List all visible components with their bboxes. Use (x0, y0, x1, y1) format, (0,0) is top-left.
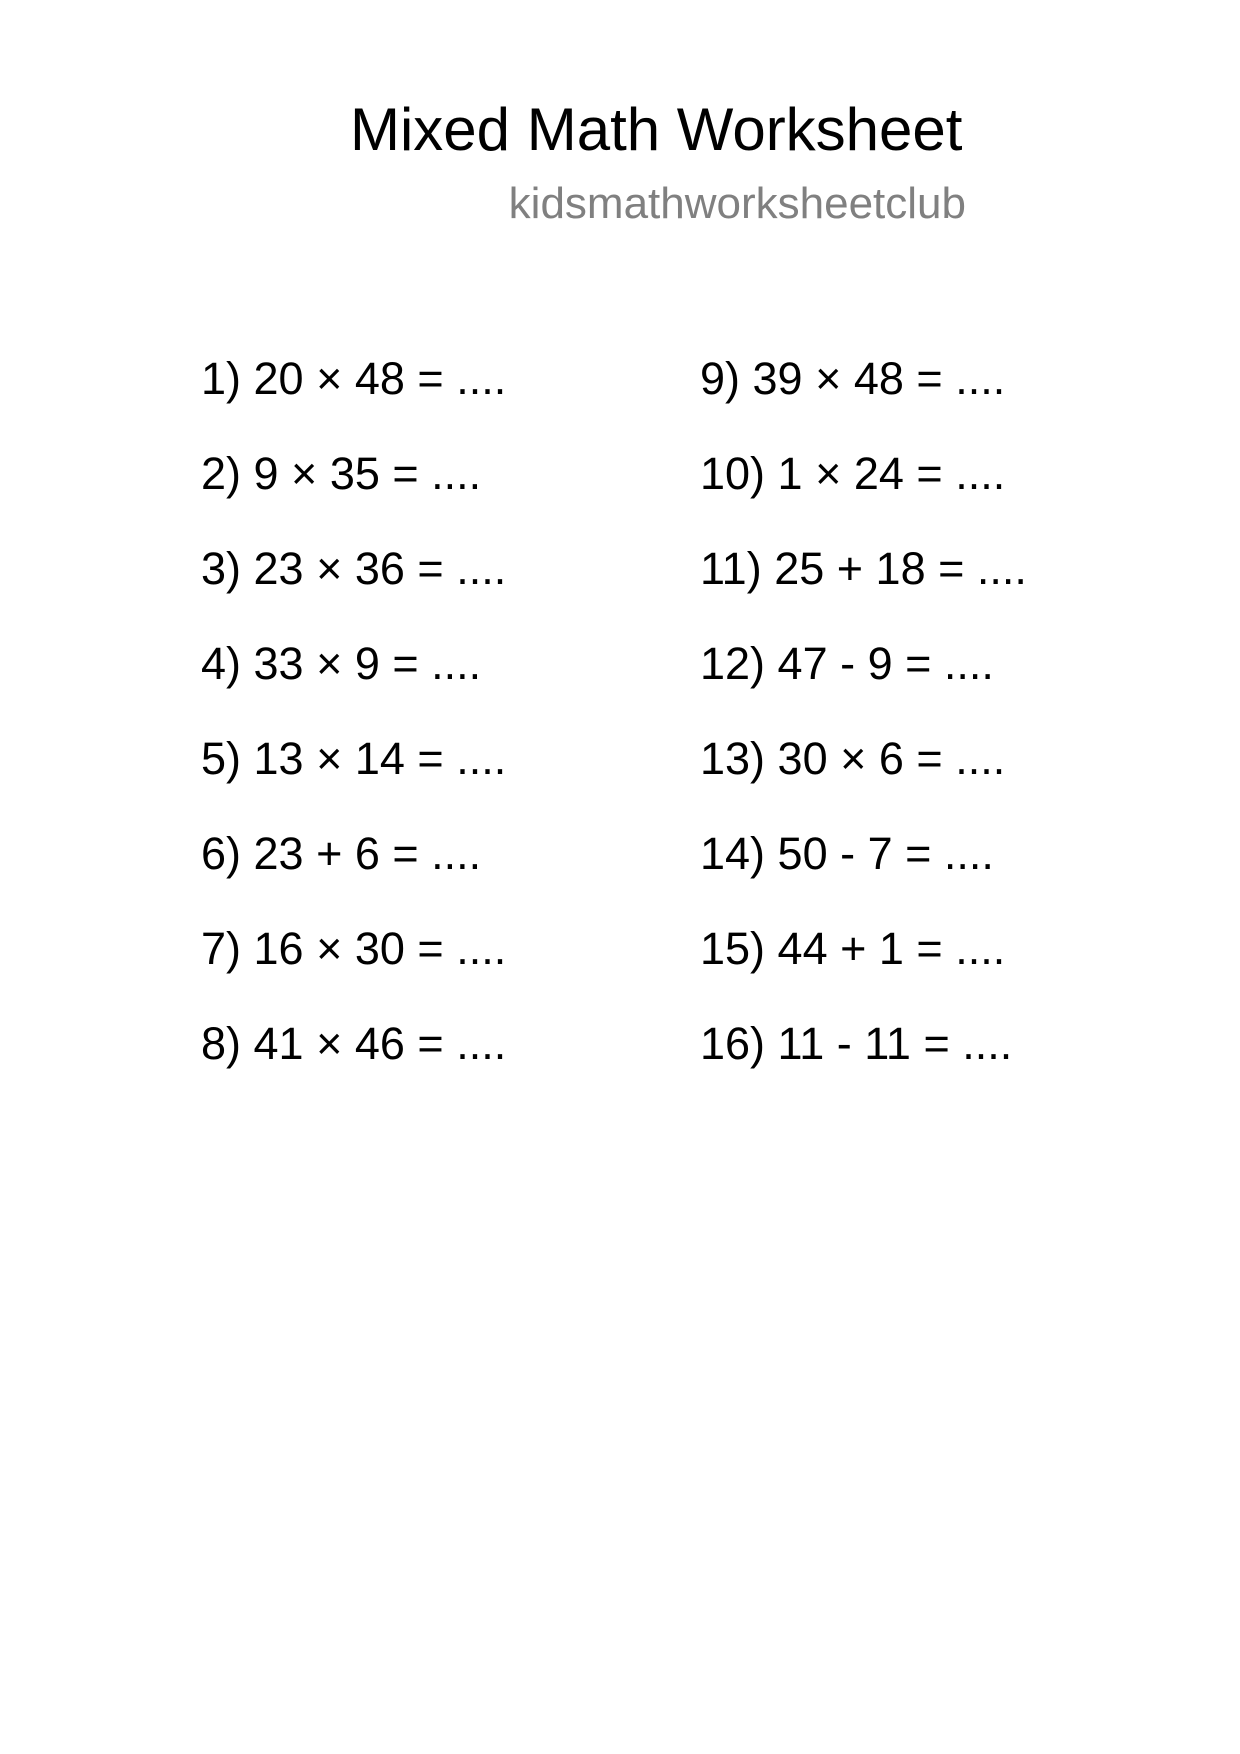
problem-item: 14) 50 - 7 = .... (700, 828, 994, 879)
problem-item: 8) 41 × 46 = .... (201, 1018, 507, 1069)
problem-item: 6) 23 + 6 = .... (201, 828, 482, 879)
problem-item: 4) 33 × 9 = .... (201, 638, 482, 689)
problem-item: 7) 16 × 30 = .... (201, 923, 507, 974)
problem-item: 15) 44 + 1 = .... (700, 923, 1006, 974)
problem-column-left (201, 331, 506, 1091)
problem-item: 11) 25 + 18 = .... (700, 543, 1027, 594)
problem-item: 12) 47 - 9 = .... (700, 638, 994, 689)
problem-item: 1) 20 × 48 = .... (201, 353, 507, 404)
worksheet-title: Mixed Math Worksheet (350, 96, 963, 163)
problem-item: 9) 39 × 48 = .... (700, 353, 1006, 404)
worksheet-source: kidsmathworksheetclub (508, 179, 966, 228)
problem-item: 13) 30 × 6 = .... (700, 733, 1006, 784)
problem-item: 3) 23 × 36 = .... (201, 543, 507, 594)
problem-item: 5) 13 × 14 = .... (201, 733, 507, 784)
problem-column-right (700, 331, 1027, 1091)
problem-item: 10) 1 × 24 = .... (700, 448, 1006, 499)
problem-item: 16) 11 - 11 = .... (700, 1018, 1013, 1069)
problem-item: 2) 9 × 35 = .... (201, 448, 482, 499)
